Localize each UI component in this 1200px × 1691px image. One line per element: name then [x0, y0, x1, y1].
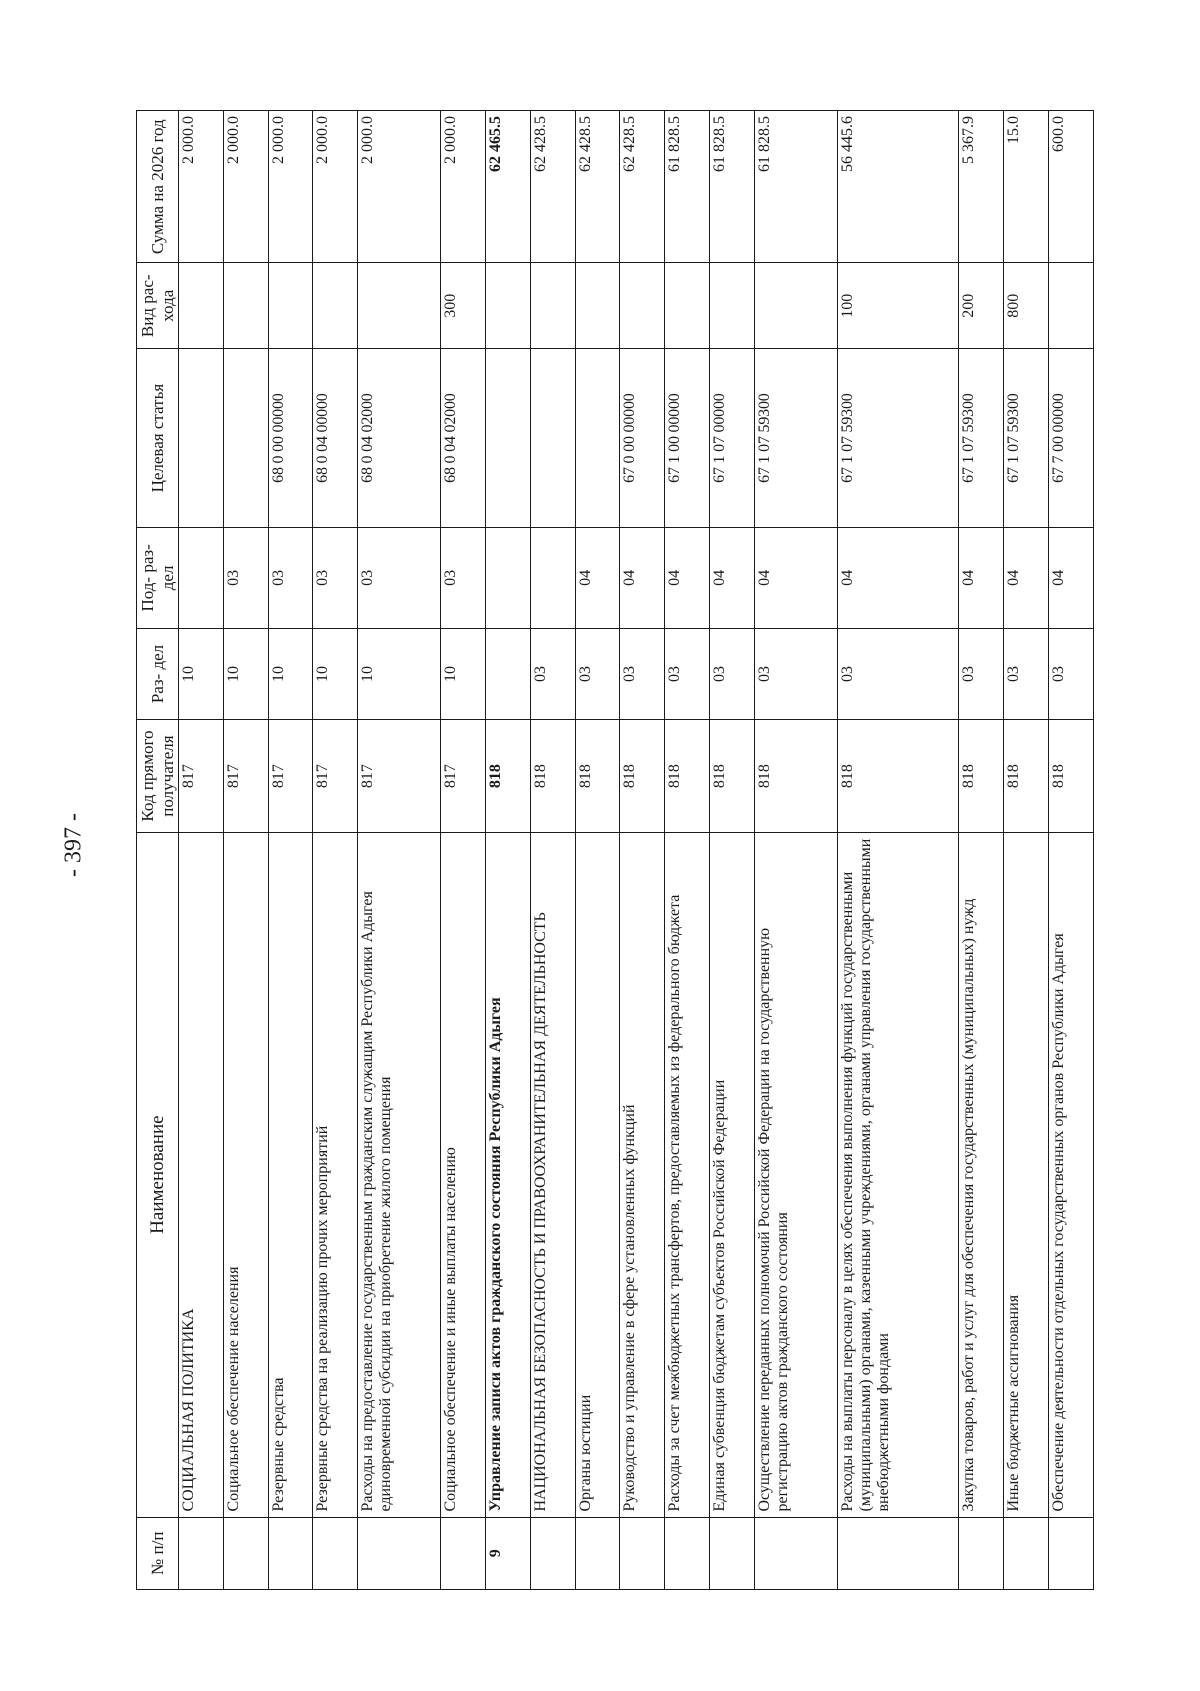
cell-type: 800 — [1004, 263, 1049, 349]
table-row — [486, 111, 531, 1590]
cell-article — [179, 349, 224, 528]
cell-amount: 62 428.5 — [575, 111, 620, 263]
cell-article: 67 1 07 59300 — [837, 349, 959, 528]
cell-subsection: 03 — [441, 528, 486, 629]
table-row — [358, 111, 441, 1590]
cell-no — [313, 1517, 358, 1589]
header-amount: Сумма на 2026 год — [137, 111, 179, 263]
cell-no — [620, 1517, 665, 1589]
cell-subsection: 03 — [358, 528, 441, 629]
cell-article: 68 0 04 02000 — [441, 349, 486, 528]
cell-code: 817 — [441, 720, 486, 832]
cell-amount: 62 428.5 — [620, 111, 665, 263]
cell-section: 10 — [268, 628, 313, 720]
cell-subsection: 04 — [1049, 528, 1094, 629]
cell-name: Иные бюджетные ассигнования — [1004, 832, 1049, 1517]
cell-amount: 61 828.5 — [665, 111, 710, 263]
cell-name: Единая субвенция бюджетам субъектов Российской Федерации — [710, 832, 755, 1517]
cell-amount: 2 000.0 — [358, 111, 441, 263]
cell-no — [1004, 1517, 1049, 1589]
cell-section: 03 — [837, 628, 959, 720]
table-body — [179, 111, 1094, 1590]
cell-code: 817 — [268, 720, 313, 832]
cell-name: СОЦИАЛЬНАЯ ПОЛИТИКА — [179, 832, 224, 1517]
cell-section: 03 — [665, 628, 710, 720]
header-no: № п/п — [137, 1517, 179, 1589]
cell-section: 03 — [1004, 628, 1049, 720]
cell-article — [530, 349, 575, 528]
cell-article: 67 1 07 59300 — [754, 349, 837, 528]
cell-amount: 62 428.5 — [530, 111, 575, 263]
cell-subsection: 04 — [754, 528, 837, 629]
cell-section: 10 — [441, 628, 486, 720]
cell-no — [179, 1517, 224, 1589]
cell-amount: 61 828.5 — [710, 111, 755, 263]
cell-article: 67 7 00 00000 — [1049, 349, 1094, 528]
header-expense-type: Вид рас- хода — [137, 263, 179, 349]
cell-article: 67 1 07 59300 — [1004, 349, 1049, 528]
cell-section: 03 — [959, 628, 1004, 720]
cell-subsection: 04 — [837, 528, 959, 629]
cell-subsection: 04 — [575, 528, 620, 629]
cell-code: 818 — [959, 720, 1004, 832]
cell-subsection: 04 — [665, 528, 710, 629]
cell-no — [441, 1517, 486, 1589]
cell-no — [358, 1517, 441, 1589]
cell-section: 03 — [754, 628, 837, 720]
cell-code: 818 — [665, 720, 710, 832]
cell-section: 10 — [179, 628, 224, 720]
cell-code: 817 — [313, 720, 358, 832]
cell-subsection: 04 — [1004, 528, 1049, 629]
cell-type — [313, 263, 358, 349]
header-recipient-code: Код прямого получателя — [137, 720, 179, 832]
header-target-article: Целевая статья — [137, 349, 179, 528]
cell-name: Осуществление переданных полномочий Российской Федерации на государственную регистрацию актов гражданского состояния — [754, 832, 837, 1517]
header-subsection: Под- раз- дел — [137, 528, 179, 629]
cell-name: Расходы за счет межбюджетных трансфертов, предоставляемых из федерального бюджета — [665, 832, 710, 1517]
cell-name: Резервные средства на реализацию прочих мероприятий — [313, 832, 358, 1517]
cell-name: Руководство и управление в сфере установленных функций — [620, 832, 665, 1517]
cell-amount: 2 000.0 — [313, 111, 358, 263]
cell-code: 818 — [1004, 720, 1049, 832]
table-row — [754, 111, 837, 1590]
table-row — [441, 111, 486, 1590]
cell-code: 818 — [1049, 720, 1094, 832]
header-name: Наименование — [137, 832, 179, 1517]
table-row — [959, 111, 1004, 1590]
cell-amount: 61 828.5 — [754, 111, 837, 263]
header-row — [137, 111, 179, 1590]
cell-code: 817 — [223, 720, 268, 832]
cell-no — [1049, 1517, 1094, 1589]
cell-amount: 600.0 — [1049, 111, 1094, 263]
cell-amount: 2 000.0 — [223, 111, 268, 263]
cell-type — [486, 263, 531, 349]
cell-subsection — [486, 528, 531, 629]
cell-article: 68 0 04 02000 — [358, 349, 441, 528]
cell-article: 67 1 07 59300 — [959, 349, 1004, 528]
cell-section: 03 — [620, 628, 665, 720]
cell-section: 10 — [223, 628, 268, 720]
cell-name: Управление записи актов гражданского состояния Республики Адыгея — [486, 832, 531, 1517]
cell-amount: 62 465.5 — [486, 111, 531, 263]
cell-subsection: 04 — [710, 528, 755, 629]
cell-amount: 2 000.0 — [441, 111, 486, 263]
table-row — [1004, 111, 1049, 1590]
cell-section: 03 — [530, 628, 575, 720]
cell-subsection: 03 — [223, 528, 268, 629]
cell-amount: 5 367.9 — [959, 111, 1004, 263]
cell-type — [179, 263, 224, 349]
cell-type — [223, 263, 268, 349]
header-section: Раз- дел — [137, 628, 179, 720]
cell-section: 03 — [575, 628, 620, 720]
cell-subsection: 04 — [620, 528, 665, 629]
cell-code: 818 — [837, 720, 959, 832]
cell-article — [575, 349, 620, 528]
cell-subsection: 03 — [313, 528, 358, 629]
cell-article — [223, 349, 268, 528]
cell-code: 818 — [486, 720, 531, 832]
page-number: - 397 - — [60, 813, 87, 877]
cell-name: Социальное обеспечение и иные выплаты населению — [441, 832, 486, 1517]
cell-no — [754, 1517, 837, 1589]
table-row — [620, 111, 665, 1590]
cell-type — [665, 263, 710, 349]
cell-name: Закупка товаров, работ и услуг для обеспечения государственных (муниципальных) нужд — [959, 832, 1004, 1517]
cell-article: 68 0 04 00000 — [313, 349, 358, 528]
cell-amount: 56 445.6 — [837, 111, 959, 263]
cell-type: 200 — [959, 263, 1004, 349]
table-row — [268, 111, 313, 1590]
cell-type — [575, 263, 620, 349]
cell-no — [223, 1517, 268, 1589]
cell-name: НАЦИОНАЛЬНАЯ БЕЗОПАСНОСТЬ И ПРАВООХРАНИТЕЛЬНАЯ ДЕЯТЕЛЬНОСТЬ — [530, 832, 575, 1517]
cell-type — [620, 263, 665, 349]
cell-type — [358, 263, 441, 349]
cell-no — [575, 1517, 620, 1589]
cell-code: 818 — [530, 720, 575, 832]
cell-amount: 2 000.0 — [268, 111, 313, 263]
cell-name: Органы юстиции — [575, 832, 620, 1517]
cell-section: 10 — [313, 628, 358, 720]
cell-subsection — [530, 528, 575, 629]
cell-article: 67 1 07 00000 — [710, 349, 755, 528]
cell-subsection: 04 — [959, 528, 1004, 629]
cell-name: Обеспечение деятельности отдельных государственных органов Республики Адыгея — [1049, 832, 1094, 1517]
cell-subsection: 03 — [268, 528, 313, 629]
cell-no — [959, 1517, 1004, 1589]
cell-code: 817 — [179, 720, 224, 832]
table-row — [313, 111, 358, 1590]
cell-article: 67 0 00 00000 — [620, 349, 665, 528]
cell-type: 100 — [837, 263, 959, 349]
cell-name: Социальное обеспечение населения — [223, 832, 268, 1517]
cell-amount: 15.0 — [1004, 111, 1049, 263]
cell-no: 9 — [486, 1517, 531, 1589]
cell-name: Расходы на предоставление государственным гражданским служащим Республики Адыгея единовременной субсидии на приобретение жилого помещения — [358, 832, 441, 1517]
budget-table-rotated — [136, 110, 1094, 1590]
cell-type — [530, 263, 575, 349]
table-row — [1049, 111, 1094, 1590]
cell-article: 68 0 00 00000 — [268, 349, 313, 528]
table-row — [665, 111, 710, 1590]
table-row — [575, 111, 620, 1590]
cell-code: 818 — [575, 720, 620, 832]
cell-type — [754, 263, 837, 349]
cell-code: 817 — [358, 720, 441, 832]
cell-no — [665, 1517, 710, 1589]
table-row — [530, 111, 575, 1590]
table-row — [837, 111, 959, 1590]
cell-no — [268, 1517, 313, 1589]
table-row — [710, 111, 755, 1590]
table-row — [179, 111, 224, 1590]
cell-subsection — [179, 528, 224, 629]
cell-code: 818 — [710, 720, 755, 832]
cell-name: Расходы на выплаты персоналу в целях обеспечения выполнения функций государственными (муниципальными) органами, казенными учреждениями, органами управления государственными внебюджетными фондами — [837, 832, 959, 1517]
table-row — [223, 111, 268, 1590]
cell-no — [837, 1517, 959, 1589]
cell-no — [530, 1517, 575, 1589]
cell-type — [1049, 263, 1094, 349]
cell-code: 818 — [620, 720, 665, 832]
cell-section: 10 — [358, 628, 441, 720]
cell-amount: 2 000.0 — [179, 111, 224, 263]
cell-section — [486, 628, 531, 720]
cell-section: 03 — [710, 628, 755, 720]
cell-no — [710, 1517, 755, 1589]
cell-article — [486, 349, 531, 528]
cell-section: 03 — [1049, 628, 1094, 720]
cell-type — [268, 263, 313, 349]
cell-type — [710, 263, 755, 349]
cell-code: 818 — [754, 720, 837, 832]
cell-article: 67 1 00 00000 — [665, 349, 710, 528]
cell-name: Резервные средства — [268, 832, 313, 1517]
cell-type: 300 — [441, 263, 486, 349]
budget-table — [136, 110, 1094, 1590]
